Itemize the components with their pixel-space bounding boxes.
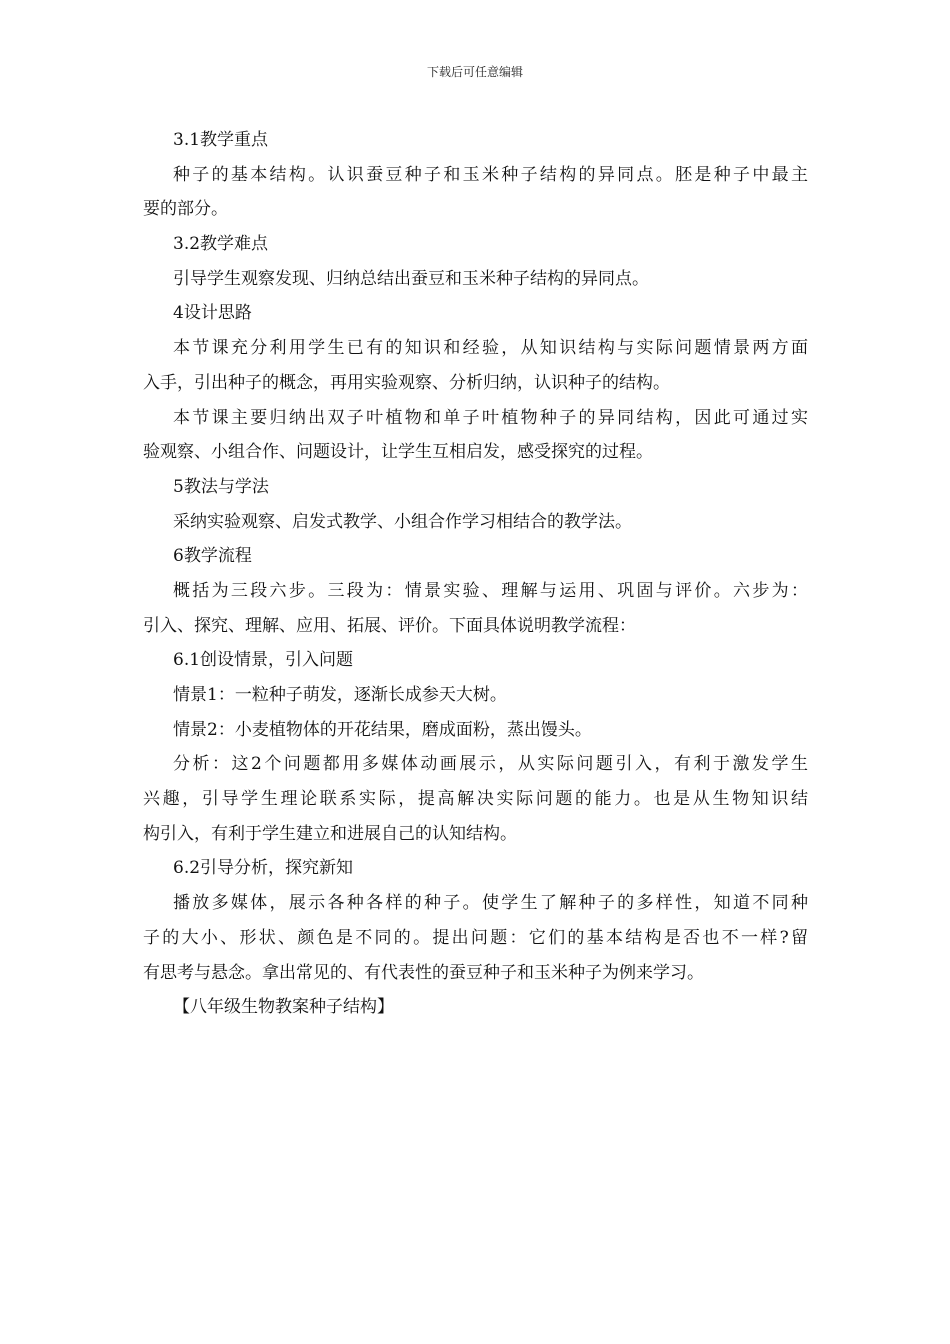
paragraph-line: 验观察、小组合作、问题设计，让学生互相启发，感受探究的过程。 [143, 442, 653, 463]
paragraph-line: 入手，引出种子的概念，再用实验观察、分析归纳，认识种子的结构。 [143, 372, 670, 393]
paragraph-line: 分析：这2个问题都用多媒体动画展示，从实际问题引入，有利于激发学生 [173, 754, 808, 775]
heading-3-2: 3.2教学难点 [173, 234, 269, 255]
paragraph-line: 子的大小、形状、颜色是不同的。提出问题：它们的基本结构是否也不一样?留 [143, 927, 808, 948]
paragraph-line: 引导学生观察发现、归纳总结出蚕豆和玉米种子结构的异同点。 [173, 268, 649, 289]
heading-3-1: 3.1教学重点 [173, 130, 269, 150]
heading-6-2: 6.2引导分析，探究新知 [173, 858, 354, 879]
paragraph-line: 兴趣，引导学生理论联系实际，提高解决实际问题的能力。也是从生物知识结 [143, 789, 808, 810]
document-body [143, 123, 808, 1025]
heading-4: 4设计思路 [173, 303, 252, 324]
paragraph-line: 播放多媒体，展示各种各样的种子。使学生了解种子的多样性，知道不同种 [173, 893, 808, 914]
paragraph-line: 情景2：小麦植物体的开花结果，磨成面粉，蒸出馒头。 [173, 719, 592, 740]
paragraph-line: 情景1：一粒种子萌发，逐渐长成参天大树。 [173, 685, 507, 705]
paragraph-line: 种子的基本结构。认识蚕豆种子和玉米种子结构的异同点。胚是种子中最主 [173, 164, 808, 185]
heading-5: 5教法与学法 [173, 476, 269, 497]
paragraph-line: 本节课主要归纳出双子叶植物和单子叶植物种子的异同结构，因此可通过实 [173, 407, 808, 428]
document-title-footer: 【八年级生物教案种子结构】 [173, 997, 394, 1018]
paragraph-line: 本节课充分利用学生已有的知识和经验，从知识结构与实际问题情景两方面 [173, 338, 808, 359]
paragraph-line: 构引入，有利于学生建立和进展自己的认知结构。 [143, 823, 517, 844]
page-header-note: 下载后可任意编辑 [426, 65, 523, 79]
paragraph-line: 要的部分。 [143, 199, 228, 220]
paragraph-line: 采纳实验观察、启发式教学、小组合作学习相结合的教学法。 [173, 511, 632, 532]
heading-6: 6教学流程 [173, 546, 252, 567]
paragraph-line: 概括为三段六步。三段为：情景实验、理解与运用、巩固与评价。六步为： [173, 580, 808, 601]
paragraph-line: 引入、探究、理解、应用、拓展、评价。下面具体说明教学流程： [143, 615, 636, 636]
heading-6-1: 6.1创设情景，引入问题 [173, 650, 354, 671]
paragraph-line: 有思考与悬念。拿出常见的、有代表性的蚕豆种子和玉米种子为例来学习。 [143, 962, 704, 983]
